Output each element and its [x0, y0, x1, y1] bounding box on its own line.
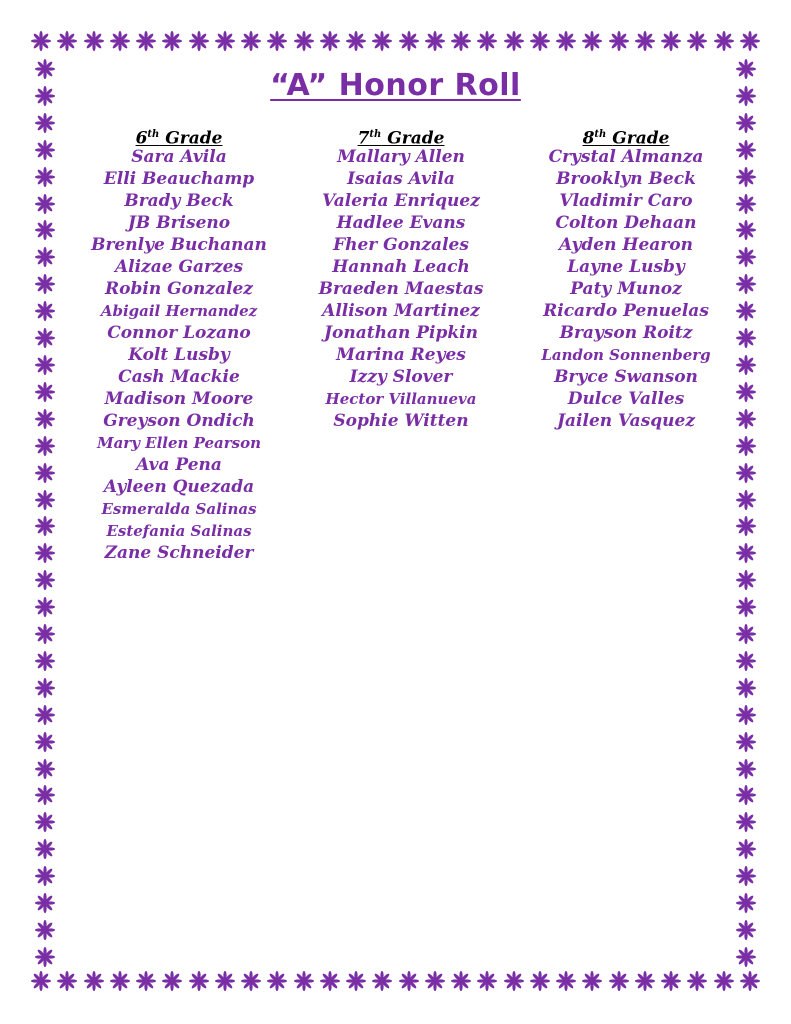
border-top	[30, 26, 761, 56]
asterisk-flower-icon	[34, 677, 56, 699]
asterisk-flower-icon	[608, 970, 630, 992]
grade-6-column	[64, 124, 294, 564]
student-name: Isaias Avila	[347, 169, 455, 189]
asterisk-flower-icon	[634, 970, 656, 992]
student-name: Robin Gonzalez	[105, 279, 253, 299]
asterisk-flower-icon	[34, 381, 56, 403]
asterisk-flower-icon	[34, 838, 56, 860]
asterisk-flower-icon	[266, 970, 288, 992]
grade-8-heading: 8th Grade	[582, 128, 670, 149]
asterisk-flower-icon	[34, 596, 56, 618]
asterisk-flower-icon	[34, 435, 56, 457]
student-name: Sara Avila	[131, 147, 227, 167]
asterisk-flower-icon	[735, 596, 757, 618]
asterisk-flower-icon	[188, 970, 210, 992]
student-name: Mary Ellen Pearson	[96, 434, 262, 452]
student-name: Crystal Almanza	[548, 147, 704, 167]
asterisk-flower-icon	[424, 30, 446, 52]
asterisk-flower-icon	[735, 677, 757, 699]
asterisk-flower-icon	[713, 30, 735, 52]
student-name: Dulce Valles	[567, 389, 685, 409]
asterisk-flower-icon	[608, 30, 630, 52]
asterisk-flower-icon	[34, 139, 56, 161]
asterisk-flower-icon	[34, 784, 56, 806]
asterisk-flower-icon	[555, 30, 577, 52]
student-name: Esmeralda Salinas	[101, 500, 257, 518]
border-bottom	[30, 966, 761, 996]
asterisk-flower-icon	[83, 30, 105, 52]
asterisk-flower-icon	[240, 970, 262, 992]
asterisk-flower-icon	[34, 865, 56, 887]
asterisk-flower-icon	[735, 946, 757, 968]
asterisk-flower-icon	[529, 30, 551, 52]
student-name: Brayson Roitz	[559, 323, 693, 343]
asterisk-flower-icon	[660, 970, 682, 992]
student-name: Bryce Swanson	[554, 367, 698, 387]
asterisk-flower-icon	[398, 30, 420, 52]
student-name: Colton Dehaan	[555, 213, 697, 233]
asterisk-flower-icon	[266, 30, 288, 52]
asterisk-flower-icon	[371, 970, 393, 992]
asterisk-flower-icon	[34, 193, 56, 215]
asterisk-flower-icon	[476, 30, 498, 52]
student-name: Ayden Hearon	[559, 235, 693, 255]
asterisk-flower-icon	[161, 970, 183, 992]
asterisk-flower-icon	[450, 30, 472, 52]
asterisk-flower-icon	[319, 30, 341, 52]
asterisk-flower-icon	[34, 542, 56, 564]
asterisk-flower-icon	[34, 489, 56, 511]
asterisk-flower-icon	[735, 838, 757, 860]
asterisk-flower-icon	[188, 30, 210, 52]
asterisk-flower-icon	[424, 970, 446, 992]
grade-8-column	[511, 124, 741, 432]
student-name: Greyson Ondich	[103, 411, 255, 431]
student-name: Zane Schneider	[104, 543, 254, 563]
asterisk-flower-icon	[34, 300, 56, 322]
asterisk-flower-icon	[56, 30, 78, 52]
student-name: Sophie Witten	[333, 411, 469, 431]
asterisk-flower-icon	[345, 970, 367, 992]
asterisk-flower-icon	[686, 970, 708, 992]
student-name: Braeden Maestas	[318, 279, 484, 299]
asterisk-flower-icon	[503, 970, 525, 992]
asterisk-flower-icon	[135, 970, 157, 992]
asterisk-flower-icon	[34, 354, 56, 376]
asterisk-flower-icon	[735, 758, 757, 780]
asterisk-flower-icon	[735, 704, 757, 726]
student-name: Layne Lusby	[567, 257, 685, 277]
asterisk-flower-icon	[109, 30, 131, 52]
asterisk-flower-icon	[634, 30, 656, 52]
asterisk-flower-icon	[735, 489, 757, 511]
asterisk-flower-icon	[735, 623, 757, 645]
student-name: Ava Pena	[136, 455, 222, 475]
asterisk-flower-icon	[56, 970, 78, 992]
asterisk-flower-icon	[34, 811, 56, 833]
asterisk-flower-icon	[34, 569, 56, 591]
asterisk-flower-icon	[735, 650, 757, 672]
page-title: “A” Honor Roll	[270, 68, 521, 103]
asterisk-flower-icon	[293, 970, 315, 992]
asterisk-flower-icon	[739, 30, 761, 52]
grade-7-column	[286, 124, 516, 432]
asterisk-flower-icon	[30, 30, 52, 52]
asterisk-flower-icon	[735, 515, 757, 537]
asterisk-flower-icon	[34, 327, 56, 349]
asterisk-flower-icon	[34, 273, 56, 295]
asterisk-flower-icon	[713, 970, 735, 992]
asterisk-flower-icon	[735, 811, 757, 833]
student-name: Hadlee Evans	[336, 213, 466, 233]
border-left	[30, 58, 60, 968]
student-name: Brady Beck	[124, 191, 234, 211]
asterisk-flower-icon	[109, 970, 131, 992]
student-name: Hannah Leach	[332, 257, 470, 277]
student-name: Allison Martinez	[322, 301, 480, 321]
student-name: Madison Moore	[104, 389, 254, 409]
asterisk-flower-icon	[34, 408, 56, 430]
student-name: Ayleen Quezada	[103, 477, 255, 497]
asterisk-flower-icon	[34, 112, 56, 134]
asterisk-flower-icon	[735, 919, 757, 941]
asterisk-flower-icon	[83, 970, 105, 992]
student-name: Mallary Allen	[337, 147, 465, 167]
asterisk-flower-icon	[735, 462, 757, 484]
student-name: Cash Mackie	[118, 367, 240, 387]
student-name: Connor Lozano	[107, 323, 251, 343]
student-name: Marina Reyes	[336, 345, 466, 365]
asterisk-flower-icon	[214, 30, 236, 52]
asterisk-flower-icon	[34, 623, 56, 645]
asterisk-flower-icon	[34, 946, 56, 968]
asterisk-flower-icon	[735, 435, 757, 457]
asterisk-flower-icon	[34, 246, 56, 268]
asterisk-flower-icon	[686, 30, 708, 52]
asterisk-flower-icon	[735, 784, 757, 806]
student-name: Brooklyn Beck	[556, 169, 696, 189]
asterisk-flower-icon	[34, 650, 56, 672]
asterisk-flower-icon	[503, 30, 525, 52]
student-name: Izzy Slover	[349, 367, 453, 387]
asterisk-flower-icon	[34, 515, 56, 537]
student-name: Fher Gonzales	[333, 235, 469, 255]
asterisk-flower-icon	[735, 892, 757, 914]
asterisk-flower-icon	[319, 970, 341, 992]
asterisk-flower-icon	[739, 970, 761, 992]
student-name: Hector Villanueva	[325, 390, 477, 408]
student-name: Landon Sonnenberg	[541, 346, 711, 364]
asterisk-flower-icon	[529, 970, 551, 992]
asterisk-flower-icon	[581, 970, 603, 992]
asterisk-flower-icon	[371, 30, 393, 52]
student-name: Elli Beauchamp	[103, 169, 255, 189]
grade-6-heading: 6th Grade	[135, 128, 223, 149]
student-name: Vladimir Caro	[559, 191, 693, 211]
asterisk-flower-icon	[345, 30, 367, 52]
student-name: Jonathan Pipkin	[324, 323, 478, 343]
asterisk-flower-icon	[476, 970, 498, 992]
asterisk-flower-icon	[214, 970, 236, 992]
grade-7-heading: 7th Grade	[357, 128, 445, 149]
asterisk-flower-icon	[34, 731, 56, 753]
student-name: Alizae Garzes	[114, 257, 244, 277]
asterisk-flower-icon	[735, 731, 757, 753]
asterisk-flower-icon	[34, 892, 56, 914]
asterisk-flower-icon	[735, 542, 757, 564]
asterisk-flower-icon	[581, 30, 603, 52]
asterisk-flower-icon	[660, 30, 682, 52]
asterisk-flower-icon	[161, 30, 183, 52]
asterisk-flower-icon	[450, 970, 472, 992]
student-name: Jailen Vasquez	[556, 411, 695, 431]
student-name: Paty Munoz	[570, 279, 682, 299]
asterisk-flower-icon	[34, 219, 56, 241]
asterisk-flower-icon	[34, 462, 56, 484]
student-name: Valeria Enriquez	[322, 191, 480, 211]
student-name: Estefania Salinas	[106, 522, 252, 540]
student-name: Ricardo Penuelas	[543, 301, 709, 321]
asterisk-flower-icon	[34, 919, 56, 941]
asterisk-flower-icon	[555, 970, 577, 992]
asterisk-flower-icon	[293, 30, 315, 52]
asterisk-flower-icon	[135, 30, 157, 52]
asterisk-flower-icon	[34, 704, 56, 726]
student-name: Brenlye Buchanan	[91, 235, 267, 255]
asterisk-flower-icon	[398, 970, 420, 992]
asterisk-flower-icon	[735, 865, 757, 887]
student-name: Kolt Lusby	[128, 345, 230, 365]
student-name: JB Briseno	[127, 213, 231, 233]
student-name: Abigail Hernandez	[100, 302, 258, 320]
asterisk-flower-icon	[240, 30, 262, 52]
asterisk-flower-icon	[30, 970, 52, 992]
asterisk-flower-icon	[735, 569, 757, 591]
asterisk-flower-icon	[34, 166, 56, 188]
asterisk-flower-icon	[34, 758, 56, 780]
